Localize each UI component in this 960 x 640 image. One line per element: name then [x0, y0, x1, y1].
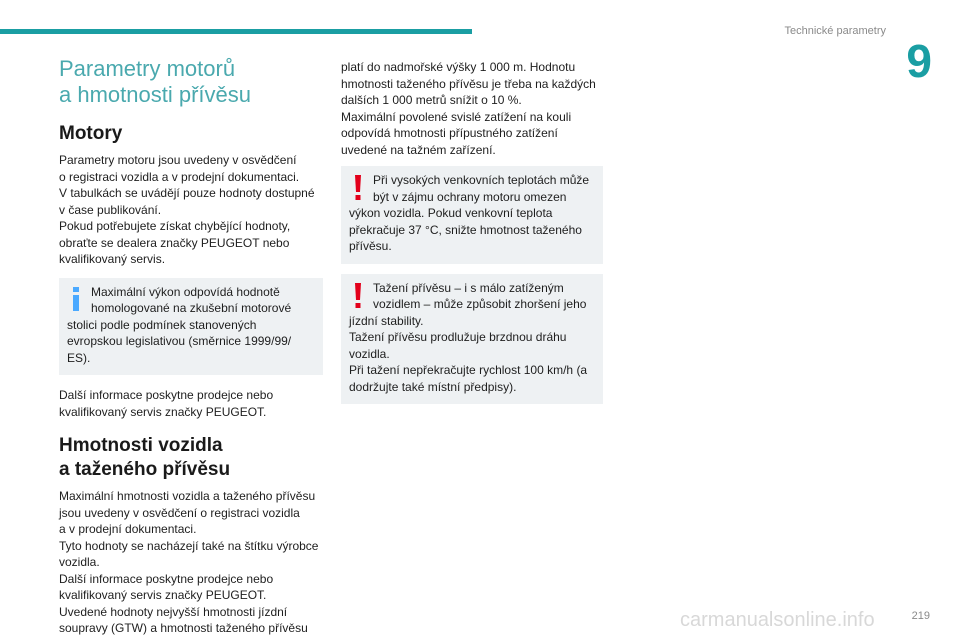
section-title-line-2: a hmotnosti přívěsu — [59, 82, 251, 107]
text-line: Při vysokých venkovních teplotách může — [373, 173, 590, 187]
text-line: jsou uvedeny v osvědčení o registraci vozidla — [59, 505, 300, 520]
text-line: být v zájmu ochrany motoru omezen — [373, 189, 567, 204]
text-line: kvalifikovaný servis značky PEUGEOT. — [59, 588, 267, 602]
info-icon — [71, 287, 81, 314]
text-line: uvedené na tažném zařízení. — [341, 142, 496, 157]
continued-paragraph — [341, 59, 603, 158]
text-line: hmotnosti taženého přívěsu je třeba na každých — [341, 76, 596, 91]
text-line: vozidla. — [59, 555, 100, 569]
text-line: Parametry motoru jsou uvedeny v osvědčení — [59, 153, 297, 167]
chapter-header-label: Technické parametry — [784, 25, 886, 37]
text-line: kvalifikovaný servis značky PEUGEOT. — [59, 404, 267, 419]
watermark: carmanualsonline.info — [680, 609, 875, 631]
right-column — [341, 59, 603, 416]
text-line: V tabulkách se uvádějí pouze hodnoty dostupné — [59, 186, 315, 200]
text-line: stolici podle podmínek stanovených — [67, 317, 257, 332]
motory-paragraph — [59, 152, 323, 268]
heading-line-2: a taženého přívěsu — [59, 459, 231, 480]
info-note-rest-lines — [67, 317, 315, 367]
section-title — [59, 56, 323, 108]
text-line: Při tažení nepřekračujte rychlost 100 km/h (a — [349, 363, 588, 377]
warning-icon — [353, 283, 363, 312]
text-line: dodržujte také místní předpisy). — [349, 379, 517, 394]
warning-note-temperature — [341, 166, 603, 264]
text-line: Maximální povolené svislé zatížení na kouli — [341, 109, 572, 124]
text-line: vozidlem – může způsobit zhoršení jeho — [373, 297, 587, 311]
text-line: Uvedené hodnoty nejvyšší hmotnosti jízdní — [59, 604, 288, 619]
warning-icon — [353, 175, 363, 204]
text-line: evropskou legislativou (směrnice 1999/99/ — [67, 334, 292, 348]
text-line: soupravy (GTW) a hmotnosti taženého přívěsu — [59, 621, 308, 635]
text-line: platí do nadmořské výšky 1 000 m. Hodnotu — [341, 60, 576, 74]
text-line: homologované na zkušební motorové — [91, 301, 292, 315]
info-note — [59, 278, 323, 376]
text-line: Pokud potřebujete získat chybějící hodnoty, — [59, 219, 291, 233]
text-line: výkon vozidla. Pokud venkovní teplota — [349, 206, 553, 220]
text-line: o registraci vozidla a v prodejní dokumentaci. — [59, 169, 300, 184]
text-line: v čase publikování. — [59, 202, 162, 217]
heading-hmotnosti — [59, 434, 323, 482]
text-line: Maximální hmotnosti vozidla a taženého přívěsu — [59, 489, 316, 503]
text-line: ES). — [67, 350, 91, 365]
chapter-number: 9 — [906, 35, 932, 87]
text-line: jízdní stability. — [349, 313, 424, 328]
heading-line-1: Hmotnosti vozidla — [59, 435, 223, 456]
text-line: Další informace poskytne prodejce nebo — [59, 571, 274, 586]
text-line: Tažení přívěsu – i s málo zatíženým — [373, 280, 564, 295]
text-line: přívěsu. — [349, 239, 392, 253]
hmotnosti-paragraph — [59, 488, 323, 637]
warning-note-towing — [341, 274, 603, 405]
text-line: dalších 1 000 metrů snížit o 10 %. — [341, 93, 522, 107]
text-line: vozidla. — [349, 346, 390, 361]
text-line: kvalifikovaný servis. — [59, 252, 166, 266]
section-title-line-1: Parametry motorů — [59, 56, 236, 81]
warning-2-rest-lines — [349, 313, 595, 396]
text-line: Další informace poskytne prodejce nebo — [59, 388, 274, 402]
text-line: a v prodejní dokumentaci. — [59, 522, 197, 536]
more-info-paragraph — [59, 387, 323, 420]
heading-motory: Motory — [59, 123, 123, 144]
warning-2-first-lines — [349, 280, 595, 313]
page-number: 219 — [911, 610, 930, 622]
text-line: Tažení přívěsu prodlužuje brzdnou dráhu — [349, 330, 567, 344]
text-line: Maximální výkon odpovídá hodnotě — [91, 284, 280, 299]
text-line: odpovídá hmotnosti přípustného zatížení — [341, 126, 558, 140]
text-line: překračuje 37 °C, snižte hmotnost taženého — [349, 222, 582, 237]
left-column — [59, 56, 323, 637]
text-line: Tyto hodnoty se nacházejí také na štítku výrobce — [59, 538, 319, 553]
info-note-first-lines — [67, 284, 315, 317]
warning-1-rest-lines — [349, 205, 595, 255]
header-accent-bar — [0, 29, 472, 34]
warning-1-first-lines — [349, 172, 595, 205]
text-line: obraťte se dealera značky PEUGEOT nebo — [59, 235, 290, 250]
